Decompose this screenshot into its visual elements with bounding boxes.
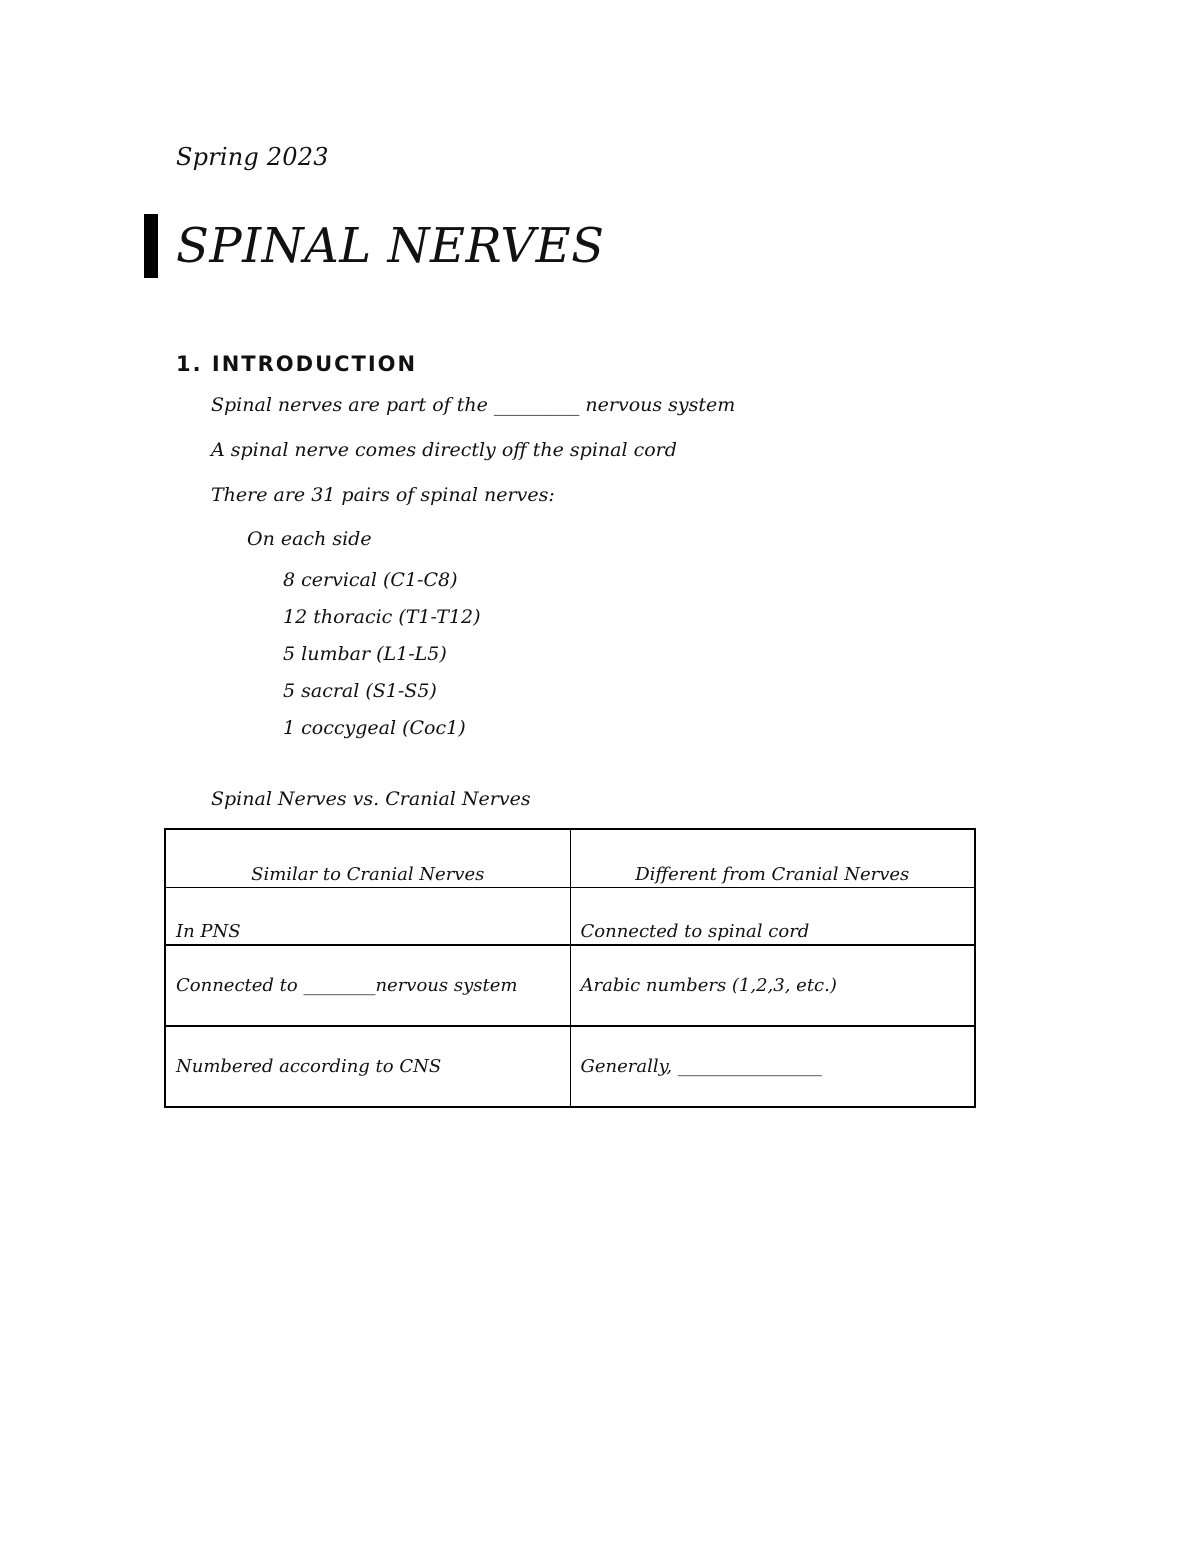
intro-line: A spinal nerve comes directly off the spinal cord xyxy=(211,439,677,461)
column-header-different: Different from Cranial Nerves xyxy=(570,829,975,888)
table-header-row xyxy=(165,829,975,888)
table-cell: Generally, ________________ xyxy=(570,1026,975,1107)
comparison-table xyxy=(164,828,976,1108)
list-item: 5 lumbar (L1-L5) xyxy=(283,643,447,665)
table-row xyxy=(165,888,975,946)
table-caption: Spinal Nerves vs. Cranial Nerves xyxy=(211,788,531,810)
table-cell: Numbered according to CNS xyxy=(165,1026,570,1107)
document-title: SPINAL NERVES xyxy=(176,218,605,274)
section-heading-introduction: 1. INTRODUCTION xyxy=(176,352,418,376)
table-cell: Connected to ________nervous system xyxy=(165,945,570,1026)
table-cell: Connected to spinal cord xyxy=(570,888,975,946)
list-item: 12 thoracic (T1-T12) xyxy=(283,606,481,628)
table-row xyxy=(165,945,975,1026)
intro-line: Spinal nerves are part of the _________ nervous system xyxy=(211,394,736,416)
column-header-similar: Similar to Cranial Nerves xyxy=(165,829,570,888)
nerve-group-list xyxy=(283,562,481,747)
intro-line: There are 31 pairs of spinal nerves: xyxy=(211,484,555,506)
list-item: 1 coccygeal (Coc1) xyxy=(283,717,466,739)
table-cell: In PNS xyxy=(165,888,570,946)
list-item: 5 sacral (S1-S5) xyxy=(283,680,437,702)
list-item: 8 cervical (C1-C8) xyxy=(283,569,458,591)
table-cell: Arabic numbers (1,2,3, etc.) xyxy=(570,945,975,1026)
each-side-label: On each side xyxy=(247,528,372,550)
title-accent-bar xyxy=(144,214,158,278)
semester-label: Spring 2023 xyxy=(176,143,329,171)
table-row xyxy=(165,1026,975,1107)
